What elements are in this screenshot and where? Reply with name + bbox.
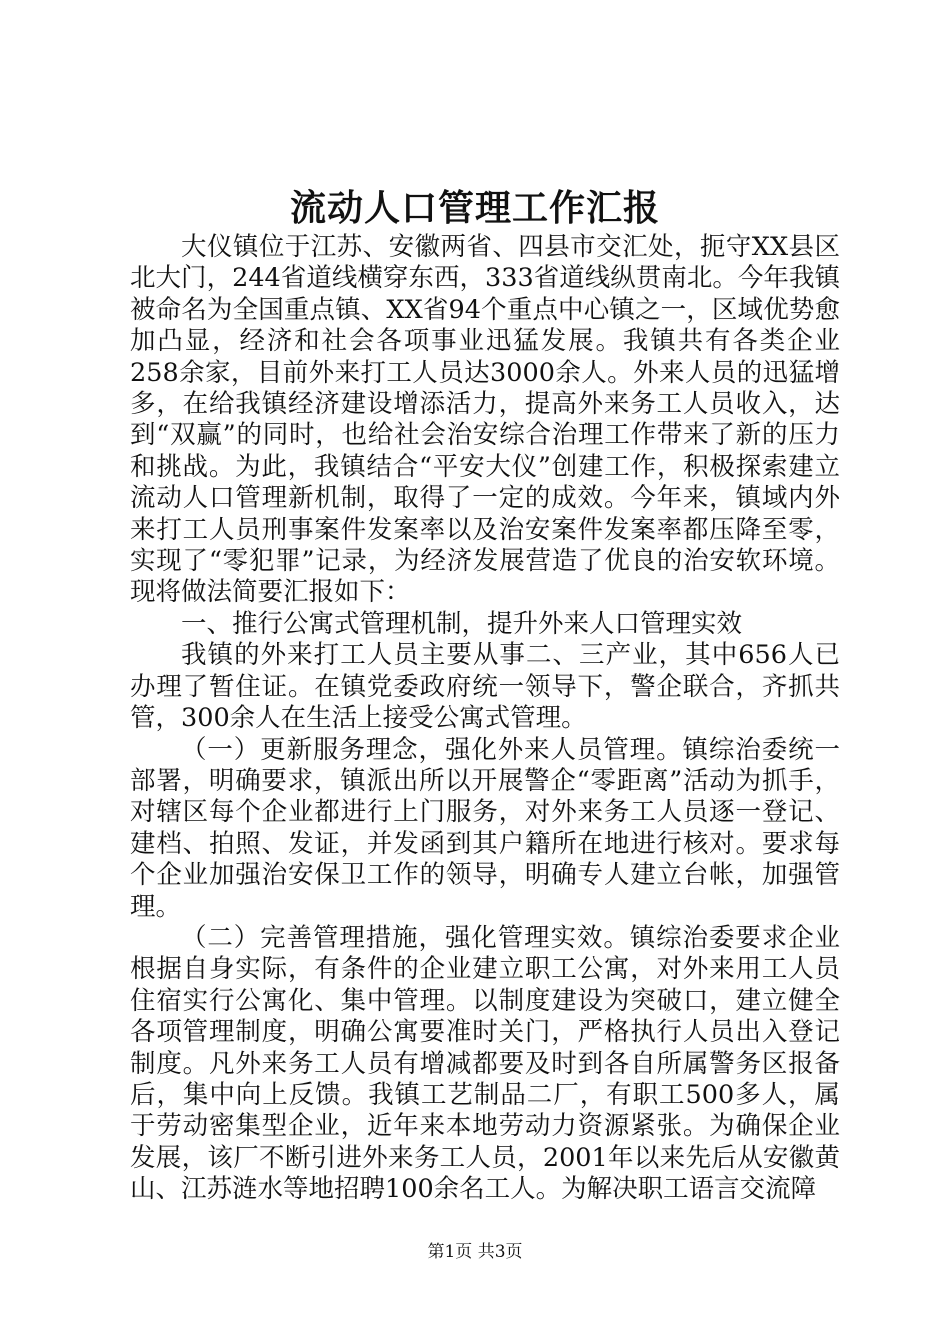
paragraph-intro: 大仪镇位于江苏、安徽两省、四县市交汇处，扼守XX县区北大门，244省道线横穿东西，333省道线纵贯南北。今年我镇被命名为全国重点镇、XX省94个重点中心镇之一，区域优势愈加凸显，经济和社会各项事业迅猛发展。我镇共有各类企业258余家，目前外来打工人员达3000余人。外来人员的迅猛增多，在给我镇经济建设增添活力，提高外来务工人员收入，达到“双赢”的同时，也给社会治安综合治理工作带来了新的压力和挑战。为此，我镇结合“平安大仪”创建工作，积极探索建立流动人口管理新机制，取得了一定的成效。今年来，镇域内外来打工人员刑事案件发案率以及治安案件发案率都压降至零，实现了“零犯罪”记录，为经济发展营造了优良的治安软环境。现将做法简要汇报如下： bbox=[130, 232, 840, 608]
document-title: 流动人口管理工作汇报 bbox=[289, 187, 660, 229]
paragraph-subsection-2: （二）完善管理措施，强化管理实效。镇综治委要求企业根据自身实际，有条件的企业建立职工公寓，对外来用工人员住宿实行公寓化、集中管理。以制度建设为突破口，建立健全各项管理制度，明确公寓要准时关门，严格执行人员出入登记制度。凡外来务工人员有增减都要及时到各自所属警务区报备后，集中向上反馈。我镇工艺制品二厂，有职工500多人，属于劳动密集型企业，近年来本地劳动力资源紧张。为确保企业发展，该厂不断引进外来务工人员，2001年以来先后从安徽黄山、江苏涟水等地招聘100余名工人。为解决职工语言交流障 bbox=[130, 922, 840, 1205]
paragraph-subsection-1: （一）更新服务理念，强化外来人员管理。镇综治委统一部署，明确要求，镇派出所以开展警企“零距离”活动为抓手，对辖区每个企业都进行上门服务，对外来务工人员逐一登记、建档、拍照、发证，并发函到其户籍所在地进行核对。要求每个企业加强治安保卫工作的领导，明确专人建立台帐，加强管理。 bbox=[130, 734, 840, 922]
paragraph-section-1: 我镇的外来打工人员主要从事二、三产业，其中656人已办理了暂住证。在镇党委政府统一领导下，警企联合，齐抓共管，300余人在生活上接受公寓式管理。 bbox=[130, 640, 840, 734]
section-heading-1: 一、推行公寓式管理机制，提升外来人口管理实效 bbox=[181, 608, 743, 639]
page-footer: 第1页 共3页 bbox=[427, 1242, 523, 1262]
document-body bbox=[130, 232, 840, 1206]
